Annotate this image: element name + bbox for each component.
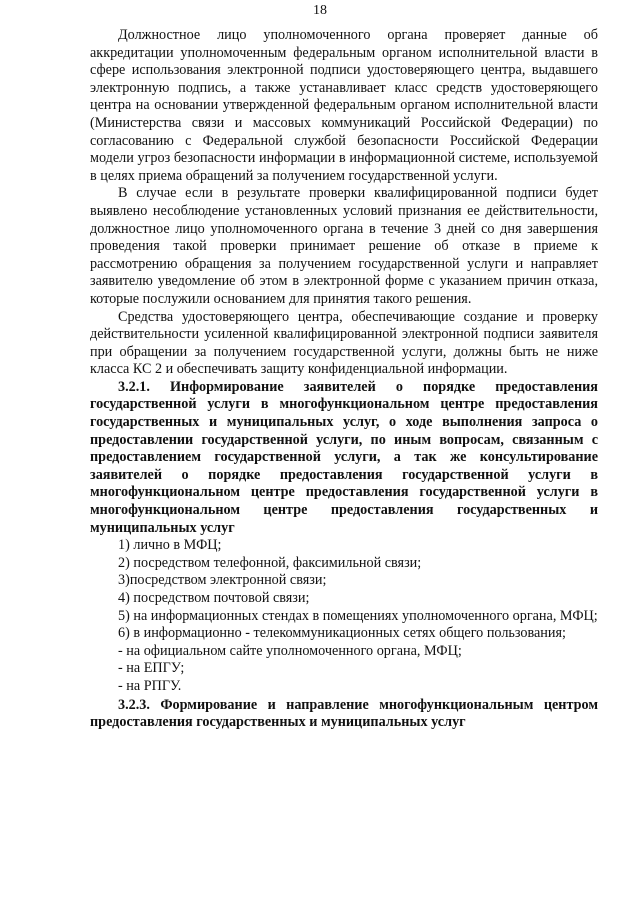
list-item: 1) лично в МФЦ; xyxy=(118,537,222,554)
list-item: - на ЕПГУ; xyxy=(118,660,185,677)
paragraph-accreditation-check: Должностное лицо уполномоченного органа проверяет данные об аккредитации уполномоченным федеральным органом исполнительной власти в сфере использования электронной подписи удостоверяющего центра, выдавшего электронную подпись, а также устанавливает класс средств удостоверяющего центра на основании утвержденной федеральным органом исполнительной власти (Министерства связи и массовых коммуникаций Российской Федерации) по согласованию с Федеральной службой безопасности Российской Федерации модели угроз безопасности информации в информационной системе, используемой в целях приема обращений за получением государственной услуги. xyxy=(90,27,598,184)
paragraph-signature-invalid: В случае если в результате проверки квалифицированной подписи будет выявлено несоблюдение установленных условий признания ее действительности, должностное лицо уполномоченного органа в течение 3 дней со дня завершения проведения такой проверки принимает решение об отказе в приеме к рассмотрению обращения за получением государственной услуги и направляет заявителю уведомление об этом в электронной форме с указанием причин отказа, которые послужили основанием для принятия такого решения. xyxy=(90,185,598,307)
list-item: 6) в информационно - телекоммуникационных сетях общего пользования; xyxy=(118,625,566,642)
section-heading-3-2-3: 3.2.3. Формирование и направление многофункциональным центром предоставления государственных и муниципальных услуг xyxy=(90,696,598,731)
list-item: 5) на информационных стендах в помещениях уполномоченного органа, МФЦ; xyxy=(118,607,598,624)
list-item: 3)посредством электронной связи; xyxy=(118,572,327,589)
list-item: - на РПГУ. xyxy=(118,677,182,694)
document-body xyxy=(90,27,598,732)
list-item: - на официальном сайте уполномоченного органа, МФЦ; xyxy=(118,642,462,659)
page-number: 18 xyxy=(313,3,327,18)
section-heading-3-2-1: 3.2.1. Информирование заявителей о порядке предоставления государственной услуги в многофункциональном центре предоставления государственных и муниципальных услуг, о ходе выполнения запроса о предоставлении государственной услуги, по иным вопросам, связанным с предоставлением государственной услуги, а так же консультирование заявителей о порядке предоставления государственной услуги в многофункциональном центре предоставления государственной услуги в многофункциональном центре предоставления государственных и муниципальных услуг xyxy=(90,378,598,536)
paragraph-crypto-class: Средства удостоверяющего центра, обеспечивающие создание и проверку действительности усиленной квалифицированной электронной подписи заявителя при обращении за получением государственной услуги, должны быть не ниже класса КС 2 и обеспечивать защиту конфиденциальной информации. xyxy=(90,308,598,378)
list-item: 4) посредством почтовой связи; xyxy=(118,590,310,606)
list-item: 2) посредством телефонной, факсимильной связи; xyxy=(118,554,422,571)
